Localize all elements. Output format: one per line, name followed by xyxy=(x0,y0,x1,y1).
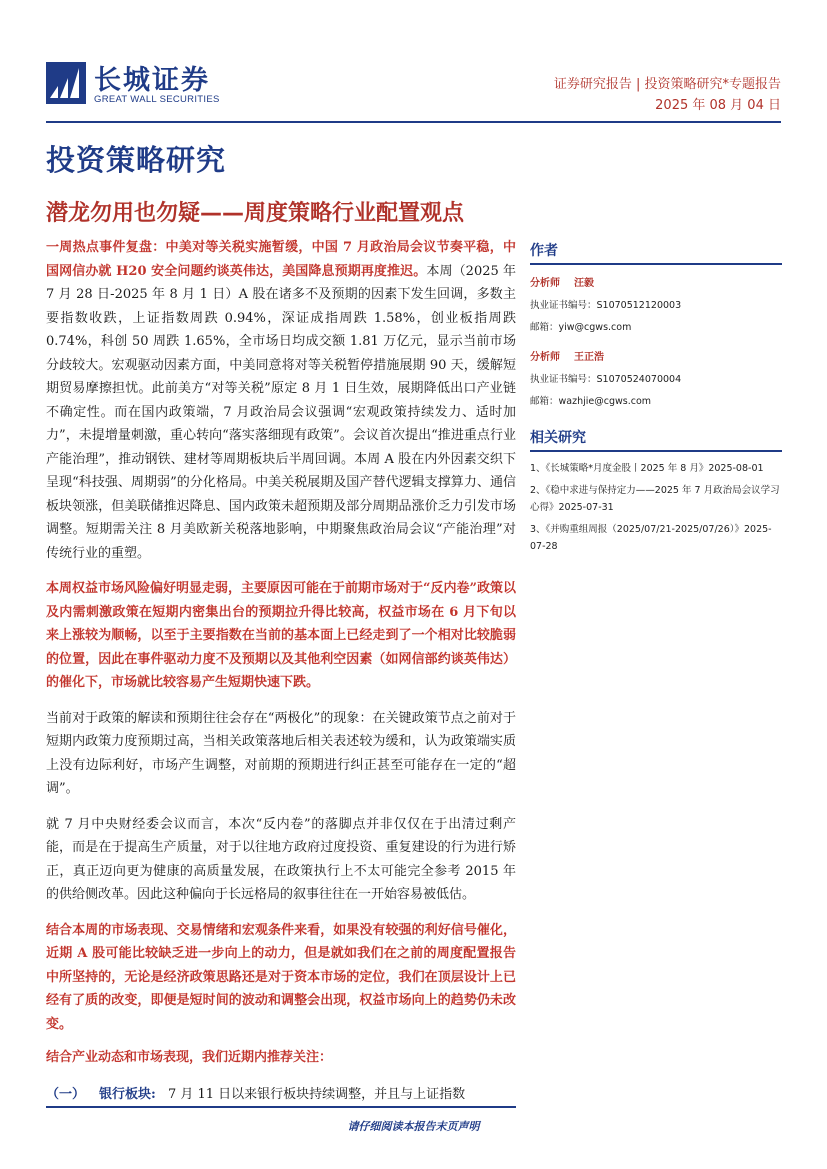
analyst-name: 王正浩 xyxy=(574,352,604,363)
paragraph-hot-events xyxy=(46,236,516,565)
item-divider xyxy=(46,1106,516,1108)
section-title: 投资策略研究 xyxy=(46,143,227,177)
item-number: （一） xyxy=(46,1087,86,1102)
analyst-role: 分析师 xyxy=(530,278,560,289)
header-divider xyxy=(46,121,781,123)
related-item[interactable]: 1、《长城策略*月度金股丨2025 年 8 月》2025-08-01 xyxy=(530,463,764,474)
footer-disclaimer: 请仔细阅读本报告末页声明 xyxy=(347,1120,480,1133)
paragraph-lead: 一周热点事件复盘：中美对等关税实施暂缓，中国 7 月政治局会议节奏平稳，中国网信办就 H20 安全问题约谈英伟达，美国降息预期再度推迟。 xyxy=(46,240,516,279)
sidebar xyxy=(530,240,782,556)
cert-number: S1070524070004 xyxy=(596,374,682,385)
cert-label: 执业证书编号： xyxy=(530,300,597,311)
paragraph-outlook: 结合本周的市场表现、交易情绪和宏观条件来看，如果没有较强的利好信号催化，近期 A 股可能比较缺乏进一步向上的动力，但是就如我们在之前的周度配置报告中所坚持的，无论是经济政策思路还是对于资本市场的定位，我们在顶层设计上已经有了质的改变，即便是短时间的波动和调整会出现，权益市场向上的趋势仍未改变。 xyxy=(46,922,516,1032)
cert-number: S1070512120003 xyxy=(596,300,682,311)
main-column xyxy=(46,236,516,1070)
cert-label: 执业证书编号： xyxy=(530,374,597,385)
report-title: 潜龙勿用也勿疑——周度策略行业配置观点 xyxy=(46,201,465,226)
author-heading: 作者 xyxy=(530,240,782,265)
item-text: 7 月 11 日以来银行板块持续调整，并且与上证指数 xyxy=(167,1087,466,1102)
paragraph-policy-expectation: 当前对于政策的解读和预期往往会存在“两极化”的现象：在关键政策节点之前对于短期内政策力度预期过高，当相关政策落地后相关表述较为缓和，认为政策端实质上没有边际利好，市场产生调整，对前期的预期进行纠正甚至可能存在一定的“超调”。 xyxy=(46,710,516,796)
logo-icon xyxy=(46,62,86,104)
analyst-name: 汪毅 xyxy=(574,278,594,289)
analyst-1 xyxy=(530,273,782,295)
related-list xyxy=(530,460,782,556)
report-category: 证券研究报告 | 投资策略研究*专题报告 xyxy=(553,77,781,92)
email-label: 邮箱： xyxy=(530,322,559,333)
related-item[interactable]: 2、《稳中求进与保持定力——2025 年 7 月政治局会议学习心得》2025-07-31 xyxy=(530,484,780,513)
report-date: 2025 年 08 月 04 日 xyxy=(655,98,781,113)
paragraph-risk-appetite: 本周权益市场风险偏好明显走弱，主要原因可能在于前期市场对于“反内卷”政策以及内需刺激政策在短期内密集出台的预期拉升得比较高，权益市场在 6 月下旬以来上涨较为顺畅，以至于主要指数在当前的基本面上已经走到了一个相对比较脆弱的位置，因此在事件驱动力度不及预期以及其他利空因素（如网信部约谈英伟达）的催化下，市场就比较容易产生短期快速下跌。 xyxy=(46,581,516,690)
analyst-cert xyxy=(530,369,782,391)
logo-text: 长城证券 xyxy=(94,65,210,96)
paragraph-recommend: 结合产业动态和市场表现，我们近期内推荐关注： xyxy=(46,1050,333,1065)
related-item[interactable]: 3、《并购重组周报（2025/07/21-2025/07/26）》2025-07-28 xyxy=(530,523,772,552)
related-heading: 相关研究 xyxy=(530,427,782,452)
analyst-role: 分析师 xyxy=(530,352,560,363)
logo-english: GREAT WALL SECURITIES xyxy=(94,94,220,105)
header-meta xyxy=(554,74,781,116)
email-link[interactable]: yiw@cgws.com xyxy=(558,322,632,333)
paragraph-body: 本周（2025 年 7 月 28 日-2025 年 8 月 1 日）A 股在诸多不及预期的因素下发生回调，多数主要指数收跌，上证指数周跌 0.94%，深证成指周跌 1.58%，创业板指周跌 0.74%，科创 50 周跌 1.65%，全市场日均成交额 1.81 万亿元，显示当前市场分歧较大。宏观驱动因素方面，中美同意将对等关税暂停措施展期 90 天，缓解短期贸易摩擦担忧。此前美方“对等关税”原定 8 月 1 日生效，展期降低出口产业链不确定性。而在国内政策端，7 月政治局会议强调“宏观政策持续发力、适时加力”，未提增量刺激，重心转向“落实落细现有政策”。会议首次提出“推进重点行业产能治理”，推动钢铁、建材等周期板块后半周回调。本周 A 股在内外因素交织下呈现“科技强、周期弱”的分化格局。中美关税展期及国产替代逻辑支撑算力、通信板块领涨，但美联储推迟降息、国内政策未超预期及部分周期品涨价乏力引发市场调整。短期需关注 8 月美欧新关税落地影响，中期聚焦政治局会议“产能治理”对传统行业的重塑。 xyxy=(46,263,517,561)
analyst-cert xyxy=(530,295,782,317)
analyst-email xyxy=(530,391,782,413)
recommend-item-1 xyxy=(46,1083,465,1102)
analyst-email xyxy=(530,317,782,339)
item-label: 银行板块: xyxy=(99,1087,156,1102)
email-label: 邮箱： xyxy=(530,396,559,407)
analyst-2 xyxy=(530,347,782,369)
paragraph-anti-involution: 就 7 月中央财经委会议而言，本次“反内卷”的落脚点并非仅仅在于出清过剩产能，而是在于提高生产质量，对于以往地方政府过度投资、重复建设的行为进行矫正，真正迈向更为健康的高质量发展，在政策执行上不太可能完全参考 2015 年的供给侧改革。因此这种偏向于长远格局的叙事往往在一开始容易被低估。 xyxy=(46,816,516,902)
email-link[interactable]: wazhjie@cgws.com xyxy=(558,396,652,407)
